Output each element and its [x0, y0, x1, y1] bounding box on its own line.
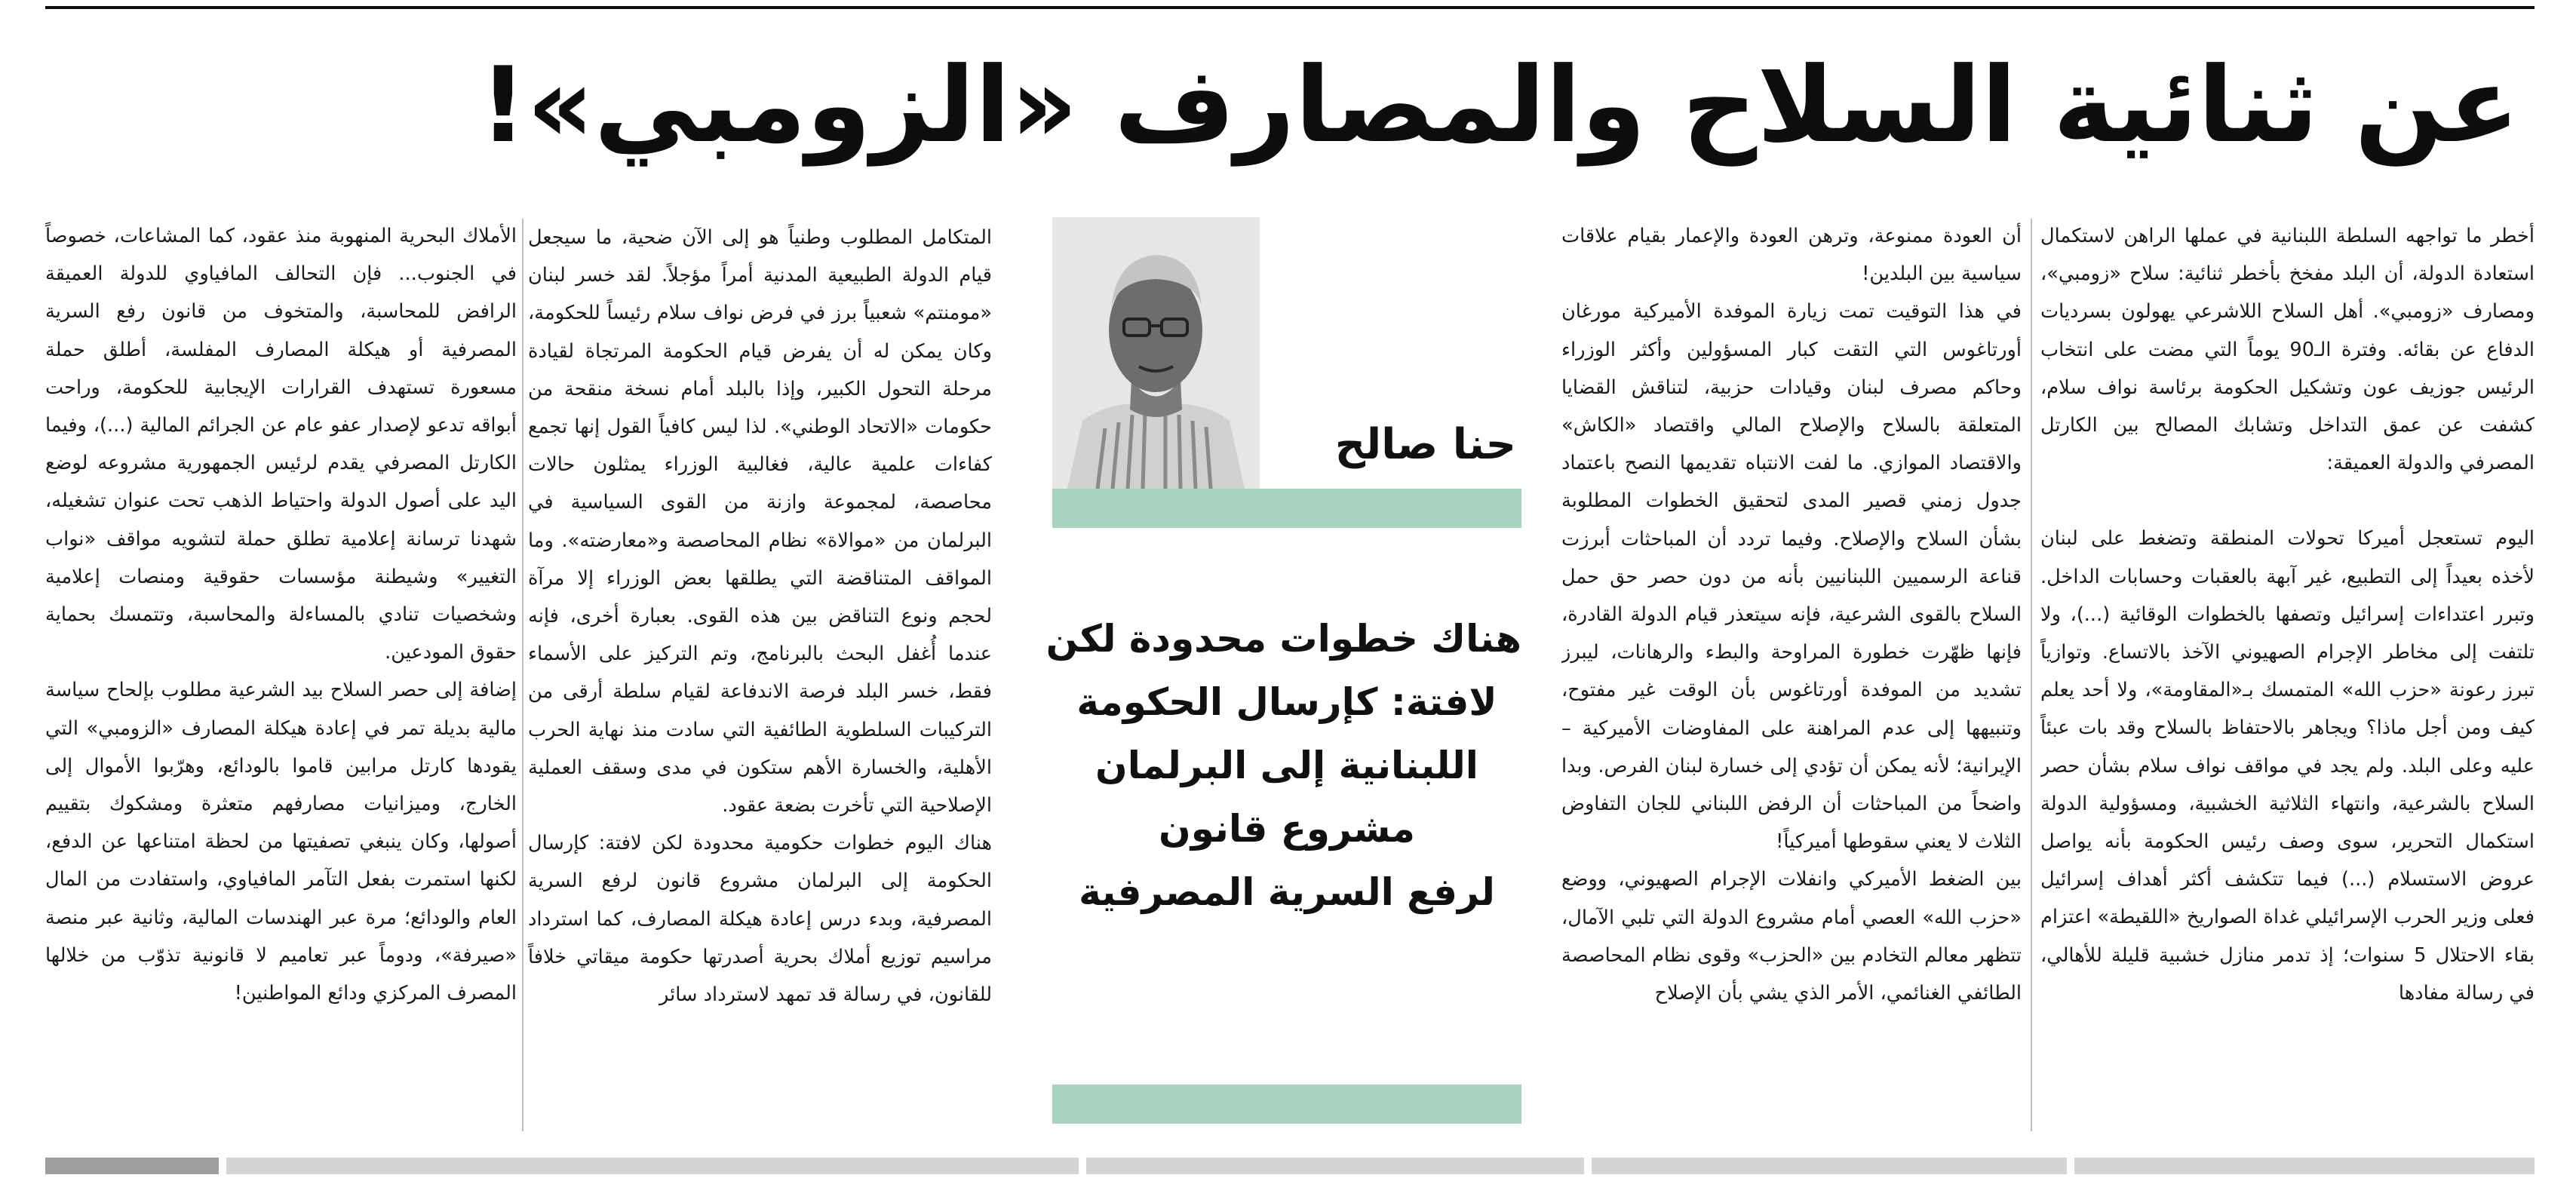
pull-quote-line: لافتة: كإرسال الحكومة	[1076, 680, 1497, 724]
article-column-4	[45, 217, 517, 1137]
pull-quote	[1045, 607, 1521, 1029]
paragraph: أن العودة ممنوعة، وترهن العودة والإعمار بقيام علاقات سياسية بين البلدين!	[1561, 225, 2022, 286]
paragraph: إضافة إلى حصر السلاح بيد الشرعية مطلوب بإلحاح سياسة مالية بديلة تمر في إعادة هيكلة المصارف «الزومبي» التي يقودها كارتل مرابين قاموا بالودائع، وهرّبوا الأموال إلى الخارج، وميزانيات مصارفهم متعثرة ومشكوك بتقييم أصولها، وكان ينبغي تصفيتها من لحظة امتناعها عن الدفع، لكنها استمرت بفعل التآمر المافياوي، واستفادت من المال العام والودائع؛ مرة عبر الهندسات المالية، وثانية عبر منصة «صيرفة»، ودوماً عبر تعاميم لا قانونية تذوّب من خلالها المصرف المركزي ودائع المواطنين!	[45, 679, 517, 1005]
pull-quote-line: مشروع قانون	[1159, 807, 1415, 851]
column-divider	[522, 219, 523, 1131]
accent-bar-bottom	[1052, 1084, 1521, 1124]
column-divider	[2031, 219, 2032, 1131]
pull-quote-line: هناك خطوات محدودة لكن	[1045, 617, 1521, 661]
paragraph: هناك اليوم خطوات حكومية محدودة لكن لافتة: كإرسال الحكومة إلى البرلمان مشروع قانون لرفع السرية المصرفية، وبدء درس إعادة هيكلة المصارف، كما استرداد مراسيم توزيع أملاك بحرية أصدرتها حكومة ميقاتي خلافاً للقانون، في رسالة قد تمهد لاسترداد سائر	[528, 832, 992, 1007]
accent-bar-top	[1052, 489, 1521, 528]
pull-quote-line: اللبنانية إلى البرلمان	[1095, 744, 1478, 787]
author-portrait-image	[1052, 217, 1260, 489]
bottom-decorative-bar	[45, 1158, 2535, 1174]
author-photo	[1052, 217, 1260, 489]
author-name: حنا صالح	[1334, 420, 1516, 469]
paragraph: بين الضغط الأميركي وانفلات الإجرام الصهيوني، ووضع «حزب الله» العصي أمام مشروع الدولة التي تلبي الآمال، تتظهر معالم التخادم بين «الحزب» وقوى نظام المحاصصة الطائفي الغنائمي، الأمر الذي يشي بأن الإصلاح	[1561, 868, 2022, 1005]
pull-quote-line: لرفع السرية المصرفية	[1079, 870, 1495, 914]
article-column-2	[1561, 217, 2022, 1145]
article-headline: عن ثنائية السلاح والمصارف «الزومبي»!	[479, 44, 2519, 166]
paragraph: في هذا التوقيت تمت زيارة الموفدة الأميركية مورغان أورتاغوس التي التقت كبار المسؤولين وأكثر الوزراء وحاكم مصرف لبنان وقيادات حزبية، لتناقش القضايا المتعلقة بالسلاح والإصلاح المالي واقتصاد «الكاش» والاقتصاد الموازي. ما لفت الانتباه تقديمها النصح باعتماد جدول زمني قصير المدى لتحقيق الخطوات المطلوبة بشأن السلاح والإصلاح. وفيما تردد أن المباحثات أبرزت قناعة الرسميين اللبنانيين بأنه من دون حصر حق حمل السلاح بالقوى الشرعية، فإنه سيتعذر قيام الدولة القادرة، فإنها ظهّرت خطورة المراوحة والبطء والرهانات، ليبرز تشديد من الموفدة أورتاغوس بأن الوقت غير مفتوح، وتنبيهها إلى عدم المراهنة على المفاوضات الأميركية – الإيرانية؛ لأنه يمكن أن تؤدي إلى خسارة لبنان الفرص. وبدا واضحاً من المباحثات أن الرفض اللبناني للجان التفاوض الثلاث لا يعني سقوطها أميركياً!	[1561, 300, 2022, 854]
paragraph: أخطر ما تواجهه السلطة اللبنانية في عملها الراهن لاستكمال استعادة الدولة، أن البلد مفخخ بأخطر ثنائية: سلاح «زومبي»، ومصارف «زومبي». أهل السلاح اللاشرعي يهولون بسرديات الدفاع عن بقائه. وفترة الـ90 يوماً التي مضت على انتخاب الرئيس جوزيف عون وتشكيل الحكومة برئاسة نواف سلام، كشفت عن عمق التداخل وتشابك المصالح بين الكارتل المصرفي والدولة العميقة:	[2040, 225, 2535, 475]
article-column-3	[528, 219, 992, 1139]
article-column-1	[2040, 217, 2535, 1145]
paragraph: المتكامل المطلوب وطنياً هو إلى الآن ضحية، ما سيجعل قيام الدولة الطبيعية المدنية أمراً مؤجلاً. لقد خسر لبنان «مومنتم» شعبياً برز في فرض نواف سلام رئيساً للحكومة، وكان يمكن له أن يفرض قيام الحكومة المرتجاة لقيادة مرحلة التحول الكبير، وإذا بالبلد أمام نسخة منقحة من حكومات «الاتحاد الوطني». لذا ليس كافياً القول إنها تجمع كفاءات علمية عالية، فغالبية الوزراء يمثلون حالات محاصصة، لمجموعة وازنة من القوى السياسية في البرلمان من «موالاة» نظام المحاصصة و«معارضته». وما المواقف المتناقضة التي يطلقها بعض الوزراء إلا مرآة لحجم ونوع التناقض بين هذه القوى. بعبارة أخرى، فإنه عندما أُغفل البحث بالبرنامج، وتم التركيز على الأسماء فقط، خسر البلد فرصة الاندفاعة لقيام سلطة أرقى من التركيبات السلطوية الطائفية التي سادت منذ نهاية الحرب الأهلية، والخسارة الأهم ستكون في مدى وسقف العملية الإصلاحية التي تأخرت بضعة عقود.	[528, 226, 992, 817]
top-rule	[45, 6, 2535, 9]
paragraph: اليوم تستعجل أميركا تحولات المنطقة وتضغط على لبنان لأخذه بعيداً إلى التطبيع، غير آبهة بالعقبات وحسابات الداخل. وتبرر اعتداءات إسرائيل وتصفها بالخطوات الوقائية (...)، ولا تلتفت إلى مخاطر الإجرام الصهيوني الآخذ بالاتساع. وتوازياً تبرز رعونة «حزب الله» المتمسك بـ«المقاومة»، ولا أحد يعلم كيف ومن أجل ماذا؟ ويجاهر بالاحتفاظ بالسلاح وقد بات عبئاً عليه وعلى البلد. ولم يجد في مواقف نواف سلام بشأن حصر السلاح بالشرعية، وانتهاء الثلاثية الخشبية، ومسؤولية الدولة استكمال التحرير، سوى وصف رئيس الحكومة بأنه يواصل عروض الاستسلام (...) فيما تتكشف أكثر أهداف إسرائيل فعلى وزير الحرب الإسرائيلي غداة الصواريخ «اللقيطة» اعتزام بقاء الاحتلال 5 سنوات؛ إذ تدمر منازل خشبية قليلة للأهالي، في رسالة مفادها	[2040, 527, 2535, 1005]
paragraph: الأملاك البحرية المنهوبة منذ عقود، كما المشاعات، خصوصاً في الجنوب... فإن التحالف المافياوي للدولة العميقة الرافض للمحاسبة، والمتخوف من قانون رفع السرية المصرفية أو هيكلة المصارف المفلسة، أطلق حملة مسعورة تستهدف القرارات الإيجابية للحكومة، وراحت أبواقه تدعو لإصدار عفو عام عن الجرائم المالية (...)، وفيما الكارتل المصرفي يقدم لرئيس الجمهورية مشروعه لوضع اليد على أصول الدولة واحتياط الذهب تحت عنوان تشغيله، شهدنا ترسانة إعلامية تطلق حملة لتشويه مواقف «نواب التغيير» وشيطنة مؤسسات حقوقية ومنصات إعلامية وشخصيات تنادي بالمساءلة والمحاسبة، وتتمسك بحماية حقوق المودعين.	[45, 225, 517, 664]
